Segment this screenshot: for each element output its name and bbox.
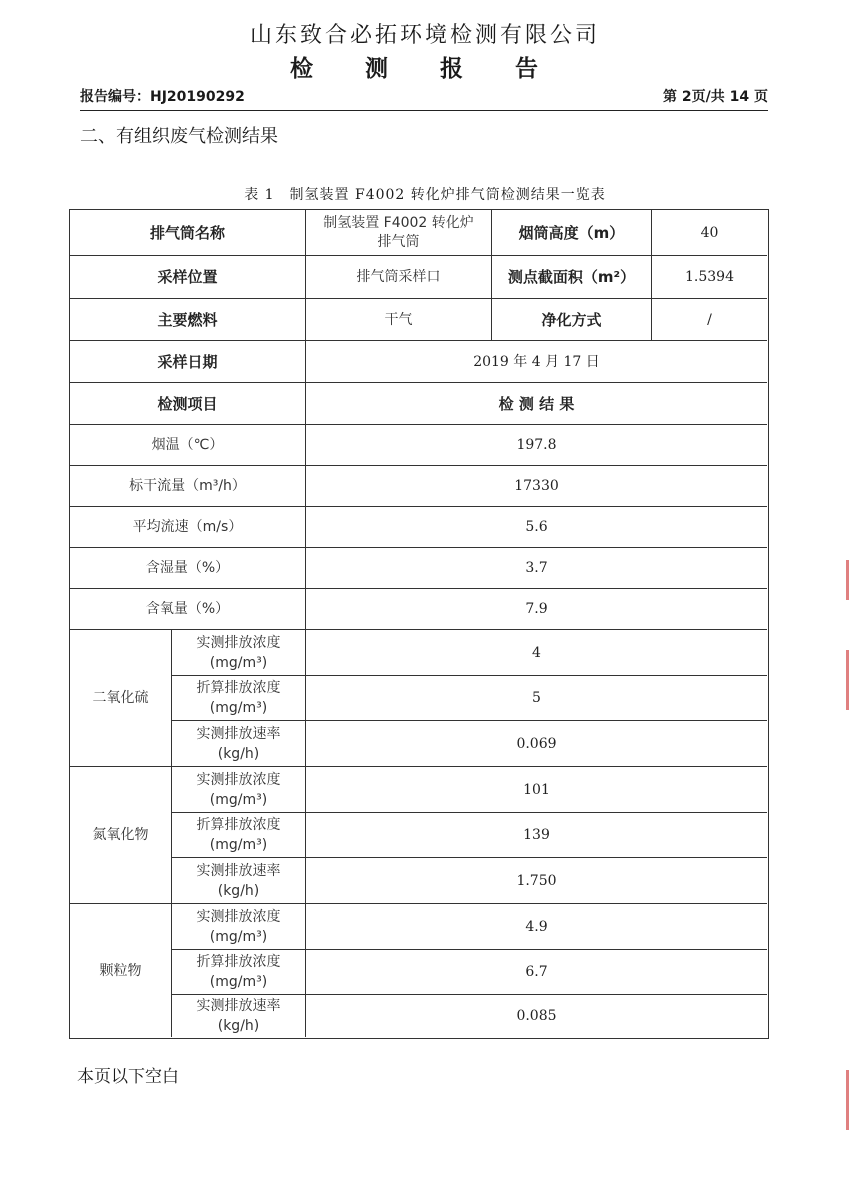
param-value: 5.6 [306, 507, 767, 548]
section-heading: 二、有组织废气检测结果 [80, 126, 278, 147]
metric-value: 101 [306, 767, 767, 813]
scan-edge-mark [846, 1070, 849, 1130]
metric-cell [172, 950, 306, 995]
sampling-date-label: 采样日期 [70, 341, 306, 383]
metric-unit: (mg/m³) [209, 654, 268, 671]
metric-cell [172, 904, 306, 950]
metric-value: 5 [306, 676, 767, 721]
report-number [80, 86, 245, 106]
pollutant-name: 二氧化硫 [70, 630, 172, 767]
main-fuel-label: 主要燃料 [70, 299, 306, 341]
metric-unit: (mg/m³) [209, 837, 268, 853]
stack-name-label: 排气筒名称 [70, 210, 306, 256]
metric-unit: (kg/h) [217, 882, 260, 899]
scan-edge-mark [846, 650, 849, 710]
metric-cell [172, 858, 306, 904]
metric-cell [172, 813, 306, 858]
metric-label: 折算排放浓度 [196, 817, 281, 833]
param-value: 197.8 [306, 425, 767, 466]
param-label: 含湿量（%） [70, 548, 306, 589]
pollutant-name: 颗粒物 [70, 904, 172, 1037]
param-value: 7.9 [306, 589, 767, 630]
sampling-location-label: 采样位置 [70, 256, 306, 299]
metric-value: 4 [306, 630, 767, 676]
metric-unit: (mg/m³) [209, 928, 268, 945]
page-info: 第 2页/共 14 页 [663, 89, 768, 105]
metric-cell [172, 995, 306, 1037]
metric-cell [172, 676, 306, 721]
report-number-value: HJ20190292 [150, 89, 245, 105]
metric-value: 1.750 [306, 858, 767, 904]
table-caption: 表 1 制氢装置 F4002 转化炉排气筒检测结果一览表 [244, 187, 606, 203]
sampling-date-value: 2019 年 4 月 17 日 [306, 341, 767, 383]
metric-unit: (kg/h) [217, 745, 260, 762]
metric-value: 0.069 [306, 721, 767, 767]
param-value: 17330 [306, 466, 767, 507]
results-table [69, 209, 769, 1039]
param-label: 标干流量（m³/h） [70, 466, 306, 507]
metric-label: 实测排放速率 [196, 998, 281, 1014]
metric-value: 4.9 [306, 904, 767, 950]
metric-cell [172, 721, 306, 767]
items-header: 检测项目 [70, 383, 306, 425]
stack-height-label: 烟筒高度（m） [492, 210, 652, 256]
metric-label: 实测排放速率 [196, 725, 281, 742]
param-label: 平均流速（m/s） [70, 507, 306, 548]
report-meta-row [80, 86, 768, 108]
scan-edge-mark [846, 560, 849, 600]
header-divider [80, 110, 768, 111]
metric-unit: (kg/h) [217, 1018, 260, 1034]
main-fuel-value: 干气 [306, 299, 492, 341]
param-label: 含氧量（%） [70, 589, 306, 630]
purification-label: 净化方式 [492, 299, 652, 341]
metric-value: 0.085 [516, 1008, 557, 1024]
purification-value: / [652, 299, 767, 341]
section-area-label: 测点截面积（m²） [492, 256, 652, 299]
metric-value: 6.7 [306, 950, 767, 995]
report-title: 检 测 报 告 [289, 56, 561, 82]
metric-label: 实测排放速率 [196, 862, 281, 879]
param-label: 烟温（℃） [70, 425, 306, 466]
metric-value: 139 [306, 813, 767, 858]
section-area-value: 1.5394 [652, 256, 767, 299]
metric-cell [172, 767, 306, 813]
metric-cell [172, 630, 306, 676]
metric-label: 实测排放浓度 [196, 634, 281, 651]
pollutant-name: 氮氧化物 [70, 767, 172, 904]
company-name: 山东致合必拓环境检测有限公司 [249, 23, 600, 48]
stack-name-value: 制氢装置 F4002 转化炉 排气筒 [306, 210, 492, 256]
metric-label: 折算排放浓度 [196, 680, 281, 696]
sampling-location-value: 排气筒采样口 [306, 256, 492, 299]
metric-label: 实测排放浓度 [196, 771, 281, 788]
stack-height-value: 40 [652, 210, 767, 256]
metric-label: 折算排放浓度 [196, 954, 281, 970]
param-value: 3.7 [306, 548, 767, 589]
report-number-label: 报告编号： [80, 89, 150, 105]
metric-unit: (mg/m³) [209, 791, 268, 808]
blank-page-note: 本页以下空白 [77, 1067, 179, 1087]
metric-label: 实测排放浓度 [196, 908, 281, 925]
metric-unit: (mg/m³) [209, 974, 268, 990]
results-header: 检 测 结 果 [306, 383, 767, 425]
metric-unit: (mg/m³) [209, 700, 268, 716]
